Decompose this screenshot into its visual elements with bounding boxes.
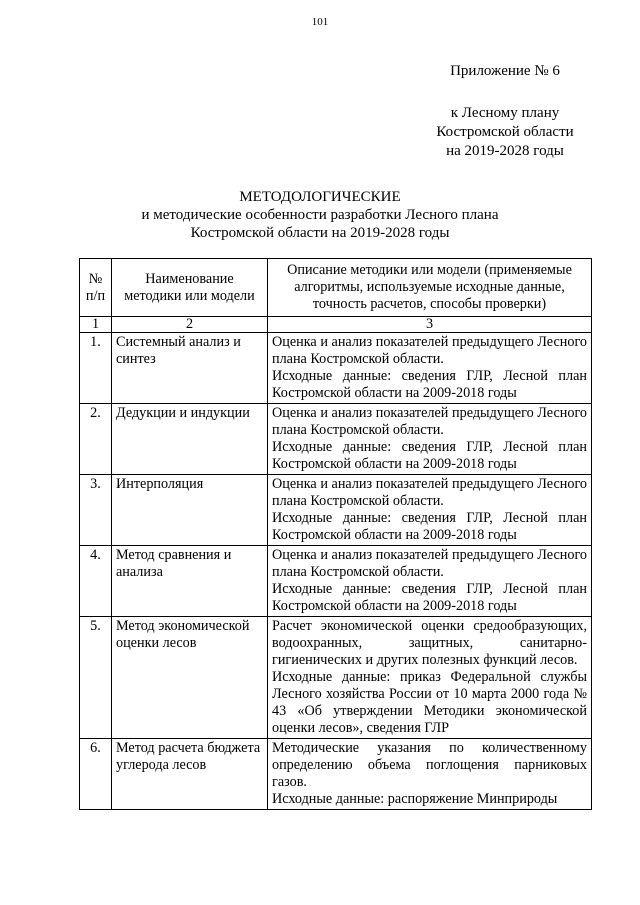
appendix-ref-line: Костромской области <box>436 124 574 140</box>
title-line: МЕТОДОЛОГИЧЕСКИЕ <box>239 189 401 205</box>
column-index: 1 <box>80 317 112 333</box>
table-header-row <box>80 259 592 317</box>
description-paragraph: Исходные данные: сведения ГЛР, Лесной план Костромской области на 2009-2018 годы <box>272 510 587 543</box>
description-paragraph: Исходные данные: сведения ГЛР, Лесной план Костромской области на 2009-2018 годы <box>272 368 587 401</box>
method-description <box>268 739 592 810</box>
document-title <box>40 188 600 242</box>
table-row <box>80 475 592 546</box>
table-row <box>80 546 592 617</box>
table-row <box>80 739 592 810</box>
description-paragraph: Оценка и анализ показателей предыдущего Лесного плана Костромской области. <box>272 334 587 367</box>
method-description <box>268 617 592 739</box>
table-row <box>80 404 592 475</box>
method-description <box>268 475 592 546</box>
row-number: 1. <box>80 333 112 404</box>
method-description <box>268 404 592 475</box>
method-name: Метод расчета бюджета углерода лесов <box>112 739 268 810</box>
description-paragraph: Оценка и анализ показателей предыдущего Лесного плана Костромской области. <box>272 476 587 509</box>
title-line: Костромской области на 2019-2028 годы <box>190 225 450 241</box>
row-number: 5. <box>80 617 112 739</box>
description-paragraph: Исходные данные: сведения ГЛР, Лесной план Костромской области на 2009-2018 годы <box>272 439 587 472</box>
method-description <box>268 333 592 404</box>
row-number: 6. <box>80 739 112 810</box>
header-name: Наименование методики или модели <box>112 259 268 317</box>
header-num: № п/п <box>80 259 112 317</box>
method-name: Метод сравнения и анализа <box>112 546 268 617</box>
appendix-ref-line: на 2019-2028 годы <box>446 143 564 159</box>
header-desc: Описание методики или модели (применяемые алгоритмы, используемые исходные данные, точность расчетов, способы проверки) <box>268 259 592 317</box>
description-paragraph: Расчет экономической оценки средообразующих, водоохранных, защитных, санитарно-гигиенических и других полезных функций лесов. <box>272 618 587 668</box>
description-paragraph: Оценка и анализ показателей предыдущего Лесного плана Костромской области. <box>272 547 587 580</box>
table-row <box>80 333 592 404</box>
method-name: Метод экономической оценки лесов <box>112 617 268 739</box>
description-paragraph: Методические указания по количественному определению объема поглощения парниковых газов. <box>272 740 587 790</box>
title-line: и методические особенности разработки Лесного плана <box>141 207 499 223</box>
row-number: 3. <box>80 475 112 546</box>
column-index: 2 <box>112 317 268 333</box>
column-index: 3 <box>268 317 592 333</box>
page-number: 101 <box>311 16 329 28</box>
description-paragraph: Исходные данные: распоряжение Минприроды <box>272 791 558 807</box>
appendix-ref-line: к Лесному плану <box>450 105 560 121</box>
description-paragraph: Исходные данные: приказ Федеральной службы Лесного хозяйства России от 10 марта 2000 года № 43 «Об утверждении Методики экономической оценки лесов», сведения ГЛР <box>272 669 587 736</box>
description-paragraph: Оценка и анализ показателей предыдущего Лесного плана Костромской области. <box>272 405 587 438</box>
row-number: 2. <box>80 404 112 475</box>
method-name: Интерполяция <box>112 475 268 546</box>
appendix-number: Приложение № 6 <box>450 63 560 79</box>
column-index-row <box>80 317 592 333</box>
methods-table <box>79 258 592 810</box>
method-name: Дедукции и индукции <box>112 404 268 475</box>
method-name: Системный анализ и синтез <box>112 333 268 404</box>
appendix-reference <box>400 104 610 161</box>
table-row <box>80 617 592 739</box>
row-number: 4. <box>80 546 112 617</box>
method-description <box>268 546 592 617</box>
description-paragraph: Исходные данные: сведения ГЛР, Лесной план Костромской области на 2009-2018 годы <box>272 581 587 614</box>
